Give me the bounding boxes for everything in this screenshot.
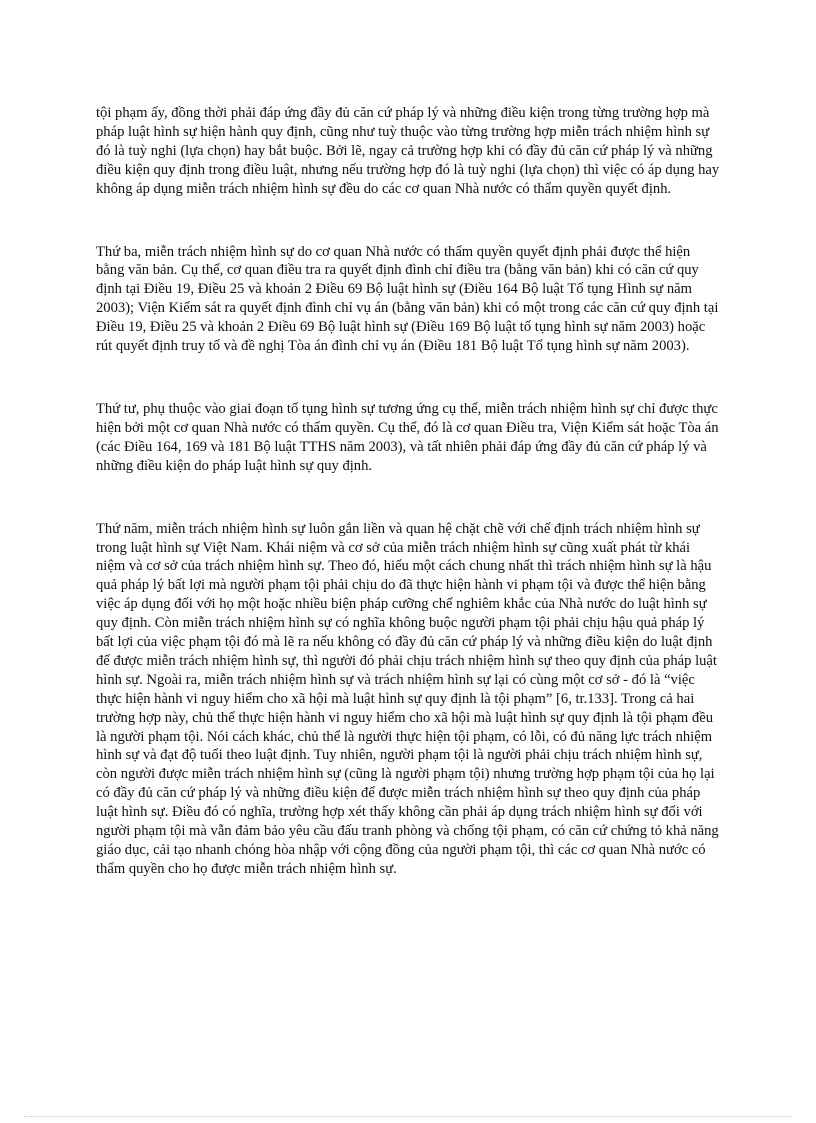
page-bottom-divider [24,1116,792,1117]
document-page [96,104,720,879]
paragraph-thu-nam: Thứ năm, miễn trách nhiệm hình sự luôn gắn liền và quan hệ chặt chẽ với chế định trách nhiệm hình sự trong luật hình sự Việt Nam. Khái niệm và cơ sở của miễn trách nhiệm hình sự cũng xuất phát từ khái niệm và cơ sở của trách nhiệm hình sự. Theo đó, hiểu một cách chung nhất thì trách nhiệm hình sự là hậu quả pháp lý bất lợi mà người phạm tội phải chịu do đã thực hiện hành vi phạm tội và được thể hiện bằng việc áp dụng đối với họ một hoặc nhiều biện pháp cưỡng chế nghiêm khắc của Nhà nước do luật hình sự quy định. Còn miễn trách nhiệm hình sự có nghĩa không buộc người phạm tội phải chịu hậu quả pháp lý bất lợi của việc phạm tội đó mà lẽ ra nếu không có đầy đủ căn cứ pháp lý và những điều kiện do luật định để được miễn trách nhiệm hình sự, thì người đó phải chịu trách nhiệm hình sự theo quy định của pháp luật hình sự. Ngoài ra, miễn trách nhiệm hình sự và trách nhiệm hình sự lại có cùng một cơ sở - đó là “việc thực hiện hành vi nguy hiểm cho xã hội mà luật hình sự quy định là tội phạm” [6, tr.133]. Trong cả hai trường hợp này, chủ thể thực hiện hành vi nguy hiểm cho xã hội mà luật hình sự quy định là tội phạm đều là người phạm tội. Nói cách khác, chủ thể là người thực hiện tội phạm, có lỗi, có đủ năng lực trách nhiệm hình sự và đạt độ tuổi theo luật định. Tuy nhiên, người phạm tội là người phải chịu trách nhiệm hình sự, còn người được miễn trách nhiệm hình sự (cũng là người phạm tội) nhưng trường hợp phạm tội của họ lại có đầy đủ căn cứ pháp lý và những điều kiện để được miễn trách nhiệm hình sự theo quy định của pháp luật hình sự. Điều đó có nghĩa, trường hợp xét thấy không cần phải áp dụng trách nhiệm hình sự đối với người phạm tội mà vẫn đảm bảo yêu cầu đấu tranh phòng và chống tội phạm, có căn cứ chứng tỏ khả năng giáo dục, cải tạo nhanh chóng hòa nhập với cộng đồng của người phạm tội, thì các cơ quan Nhà nước có thẩm quyền cho họ được miễn trách nhiệm hình sự. [96,520,719,877]
paragraph-continuation: tội phạm ấy, đồng thời phải đáp ứng đầy đủ căn cứ pháp lý và những điều kiện trong từng trường hợp mà pháp luật hình sự hiện hành quy định, cũng như tuỳ thuộc vào từng trường hợp miễn trách nhiệm hình sự đó là tuỳ nghi (lựa chọn) hay bắt buộc. Bởi lẽ, ngay cả trường hợp khi có đầy đủ căn cứ pháp lý và những điều kiện quy định trong điều luật, nhưng nếu trường hợp đó là tuỳ nghi (lựa chọn) thì việc có áp dụng hay không áp dụng miễn trách nhiệm hình sự đều do các cơ quan Nhà nước có thẩm quyền quyết định. [96,105,720,197]
paragraph-thu-ba: Thứ ba, miễn trách nhiệm hình sự do cơ quan Nhà nước có thẩm quyền quyết định phải được thể hiện bằng văn bản. Cụ thể, cơ quan điều tra ra quyết định đình chỉ điều tra (bằng văn bản) khi có căn cứ quy định tại Điều 19, Điều 25 và khoản 2 Điều 69 Bộ luật hình sự (Điều 164 Bộ luật Tố tụng Hình sự năm 2003); Viện Kiểm sát ra quyết định đình chỉ vụ án (bằng văn bản) khi có một trong các căn cứ quy định tại Điều 19, Điều 25 và khoản 2 Điều 69 Bộ luật hình sự (Điều 169 Bộ luật tố tụng hình sự năm 2003) hoặc rút quyết định truy tố và đề nghị Tòa án đình chỉ vụ án (Điều 181 Bộ luật Tố tụng hình sự năm 2003). [96,243,719,355]
paragraph-thu-tu: Thứ tư, phụ thuộc vào giai đoạn tố tụng hình sự tương ứng cụ thể, miễn trách nhiệm hình sự chỉ được thực hiện bởi một cơ quan Nhà nước có thẩm quyền. Cụ thể, đó là cơ quan Điều tra, Viện Kiểm sát hoặc Tòa án (các Điều 164, 169 và 181 Bộ luật TTHS năm 2003), và tất nhiên phải đáp ứng đầy đủ căn cứ pháp lý và những điều kiện do pháp luật hình sự quy định. [96,400,719,474]
